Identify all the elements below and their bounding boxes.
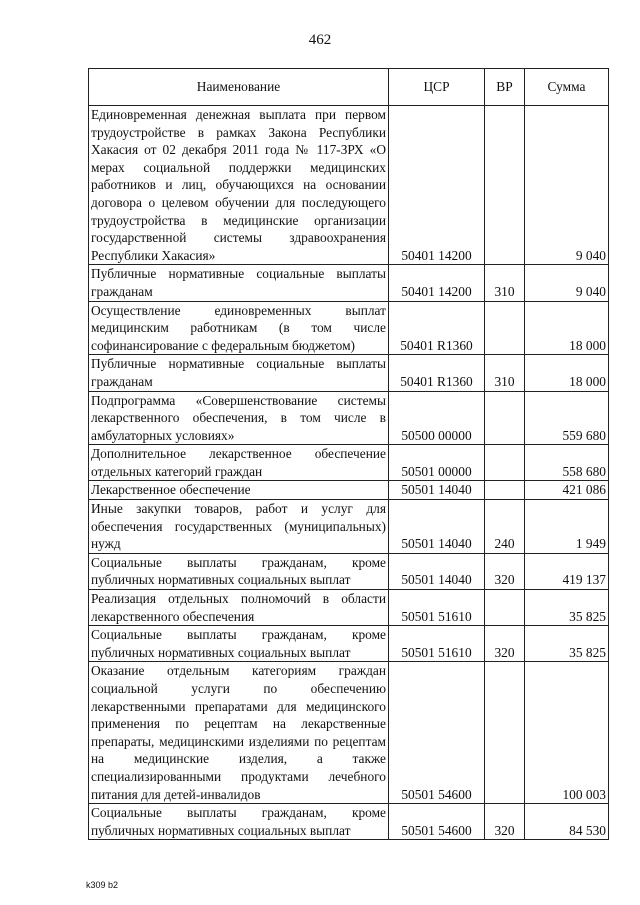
table-row: [89, 355, 609, 391]
cell-vr: 320: [485, 553, 525, 589]
cell-sum: 1 949: [525, 500, 609, 554]
table-row: [89, 265, 609, 301]
cell-csr: 50501 54600: [389, 662, 485, 804]
cell-csr: 50501 00000: [389, 445, 485, 481]
footer-code: k309 b2: [86, 880, 119, 890]
table-row: [89, 553, 609, 589]
table-row: [89, 445, 609, 481]
page-number: 462: [308, 32, 332, 48]
table-header-row: [89, 69, 609, 106]
cell-csr: 50501 14040: [389, 500, 485, 554]
cell-csr: 50401 R1360: [389, 355, 485, 391]
cell-vr: 320: [485, 626, 525, 662]
table-row: [89, 391, 609, 445]
header-name: Наименование: [89, 69, 389, 106]
cell-vr: [485, 590, 525, 626]
cell-csr: 50401 R1360: [389, 301, 485, 355]
cell-name: Оказание отдельным категориям граждан социальной услуги по обеспечению лекарственными препаратами для медицинского применения по рецептам на лекарственные препараты, медицинскими изделиями по рецептам на медицинские изделия, а также специализированными продуктами лечебного питания для детей-инвалидов: [89, 662, 389, 804]
header-csr: ЦСР: [389, 69, 485, 106]
cell-sum: 421 086: [525, 481, 609, 500]
table-row: [89, 106, 609, 265]
table-row: [89, 626, 609, 662]
cell-name: Социальные выплаты гражданам, кроме публичных нормативных социальных выплат: [89, 553, 389, 589]
cell-name: Публичные нормативные социальные выплаты гражданам: [89, 355, 389, 391]
cell-name: Лекарственное обеспечение: [89, 481, 389, 500]
cell-name: Публичные нормативные социальные выплаты гражданам: [89, 265, 389, 301]
cell-name: Иные закупки товаров, работ и услуг для обеспечения государственных (муниципальных) нужд: [89, 500, 389, 554]
cell-csr: 50401 14200: [389, 265, 485, 301]
budget-table: [88, 68, 609, 840]
cell-name: Социальные выплаты гражданам, кроме публичных нормативных социальных выплат: [89, 804, 389, 840]
table-row: [89, 481, 609, 500]
cell-csr: 50501 14040: [389, 481, 485, 500]
header-sum: Сумма: [525, 69, 609, 106]
cell-vr: [485, 481, 525, 500]
cell-sum: 559 680: [525, 391, 609, 445]
table-row: [89, 500, 609, 554]
cell-csr: 50501 51610: [389, 590, 485, 626]
cell-vr: [485, 106, 525, 265]
header-vr: ВР: [485, 69, 525, 106]
cell-csr: 50501 54600: [389, 804, 485, 840]
cell-name: Подпрограмма «Совершенствование системы лекарственного обеспечения, в том числе в амбулаторных условиях»: [89, 391, 389, 445]
cell-name: Социальные выплаты гражданам, кроме публичных нормативных социальных выплат: [89, 626, 389, 662]
cell-sum: 35 825: [525, 590, 609, 626]
cell-csr: 50501 51610: [389, 626, 485, 662]
cell-sum: 84 530: [525, 804, 609, 840]
table-row: [89, 662, 609, 804]
cell-vr: 240: [485, 500, 525, 554]
cell-vr: 310: [485, 265, 525, 301]
cell-vr: [485, 301, 525, 355]
cell-name: Единовременная денежная выплата при первом трудоустройстве в рамках Закона Республики Хакасия от 02 декабря 2011 года № 117-ЗРХ «О мерах социальной поддержки медицинских работников и лиц, обучающихся на основании договора о целевом обучении для последующего трудоустройства в медицинские организации государственной системы здравоохранения Республики Хакасия»: [89, 106, 389, 265]
cell-sum: 35 825: [525, 626, 609, 662]
cell-sum: 558 680: [525, 445, 609, 481]
cell-sum: 9 040: [525, 106, 609, 265]
cell-sum: 9 040: [525, 265, 609, 301]
cell-sum: 100 003: [525, 662, 609, 804]
table-row: [89, 301, 609, 355]
cell-vr: [485, 445, 525, 481]
table-row: [89, 590, 609, 626]
cell-csr: 50500 00000: [389, 391, 485, 445]
cell-sum: 419 137: [525, 553, 609, 589]
cell-name: Дополнительное лекарственное обеспечение отдельных категорий граждан: [89, 445, 389, 481]
cell-vr: [485, 391, 525, 445]
cell-name: Осуществление единовременных выплат медицинским работникам (в том числе софинансирование с федеральным бюджетом): [89, 301, 389, 355]
cell-name: Реализация отдельных полномочий в области лекарственного обеспечения: [89, 590, 389, 626]
table-row: [89, 804, 609, 840]
cell-vr: [485, 662, 525, 804]
cell-sum: 18 000: [525, 301, 609, 355]
cell-csr: 50401 14200: [389, 106, 485, 265]
cell-vr: 320: [485, 804, 525, 840]
cell-sum: 18 000: [525, 355, 609, 391]
cell-vr: 310: [485, 355, 525, 391]
cell-csr: 50501 14040: [389, 553, 485, 589]
